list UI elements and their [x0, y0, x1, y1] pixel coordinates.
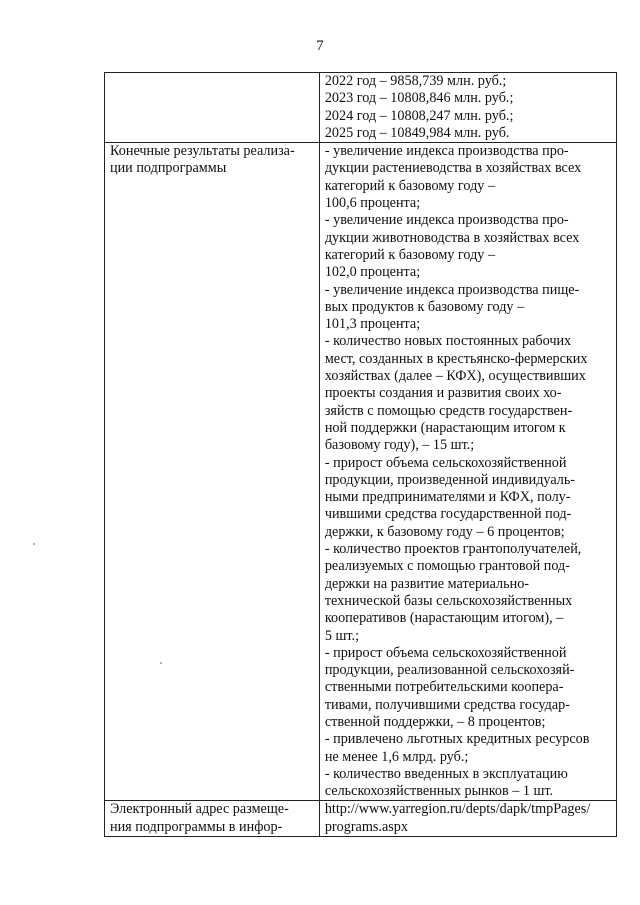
result-line: - прирост объема сельскохозяйственной: [324, 644, 567, 661]
row-label-final-results: [105, 143, 320, 801]
row-label-line: ции подпрограммы: [110, 160, 227, 177]
result-line: хозяйствах (далее – КФХ), осуществивших: [324, 368, 586, 385]
result-line: категорий к базовому году –: [324, 246, 496, 263]
result-line: тивами, получившими средства государ-: [324, 696, 570, 713]
result-line: - увеличение индекса производства про-: [324, 143, 569, 160]
scan-speck: [160, 662, 162, 664]
result-line: дукции животноводства в хозяйствах всех: [324, 229, 580, 246]
result-line: 5 шт.;: [324, 627, 360, 644]
table-row-final-results: [105, 143, 617, 801]
result-line: кооперативов (нарастающим итогом), –: [324, 610, 564, 627]
final-results-cell: [319, 143, 616, 801]
result-line: 101,3 процента;: [324, 316, 421, 333]
result-line: - привлечено льготных кредитных ресурсов: [324, 731, 590, 748]
result-line: ными предпринимателями и КФХ, полу-: [324, 489, 571, 506]
row-label-line: Конечные результаты реализа-: [110, 143, 295, 160]
result-line: вых продуктов к базовому году –: [324, 298, 525, 315]
result-line: держки на развитие материально-: [324, 575, 530, 592]
program-url-line: programs.aspx: [324, 818, 408, 835]
result-line: технической базы сельскохозяйственных: [324, 592, 573, 609]
result-line: зяйств с помощью средств государствен-: [324, 402, 573, 419]
funding-line: 2024 год – 10808,247 млн. руб.;: [324, 107, 514, 124]
result-line: чившими средства государственной под-: [324, 506, 572, 523]
electronic-address-cell: [319, 801, 616, 837]
result-line: - количество введенных в эксплуатацию: [324, 765, 568, 782]
table-row-electronic-address: [105, 801, 617, 837]
program-url-line: http://www.yarregion.ru/depts/dapk/tmpPages/: [324, 801, 591, 818]
row-label-line: Электронный адрес размеще-: [110, 801, 289, 818]
row-label-empty: [105, 73, 320, 143]
result-line: категорий к базовому году –: [324, 177, 496, 194]
result-line: не менее 1,6 млрд. руб.;: [324, 748, 469, 765]
result-line: дукции растениеводства в хозяйствах всех: [324, 160, 582, 177]
result-line: ственными потребительскими коопера-: [324, 679, 564, 696]
result-line: ственной поддержки, – 8 процентов;: [324, 713, 546, 730]
funding-line: 2022 год – 9858,739 млн. руб.;: [324, 73, 507, 89]
funding-by-year-cell: [319, 73, 616, 143]
table-row-funding-by-year: [105, 73, 617, 143]
scan-speck: [33, 543, 35, 545]
row-label-electronic-address: [105, 801, 320, 837]
page-number: 7: [316, 38, 324, 54]
result-line: - прирост объема сельскохозяйственной: [324, 454, 567, 471]
result-line: 102,0 процента;: [324, 264, 421, 281]
funding-line: 2025 год – 10849,984 млн. руб.: [324, 124, 510, 141]
result-line: сельскохозяйственных рынков – 1 шт.: [324, 783, 554, 800]
result-line: базовому году), – 15 шт.;: [324, 437, 475, 454]
result-line: продукции, произведенной индивидуаль-: [324, 471, 576, 488]
result-line: ной поддержки (нарастающим итогом к: [324, 419, 566, 436]
funding-line: 2023 год – 10808,846 млн. руб.;: [324, 90, 514, 107]
program-passport-table: [104, 72, 617, 837]
result-line: продукции, реализованной сельскохозяй-: [324, 662, 575, 679]
result-line: - увеличение индекса производства про-: [324, 212, 569, 229]
result-line: - количество проектов грантополучателей,: [324, 541, 582, 558]
result-line: проекты создания и развития своих хо-: [324, 385, 562, 402]
result-line: мест, созданных в крестьянско-фермерских: [324, 350, 588, 367]
result-line: реализуемых с помощью грантовой под-: [324, 558, 570, 575]
row-label-line: ния подпрограммы в инфор-: [110, 818, 283, 835]
result-line: 100,6 процента;: [324, 195, 421, 212]
result-line: держки, к базовому году – 6 процентов;: [324, 523, 565, 540]
result-line: - увеличение индекса производства пище-: [324, 281, 580, 298]
result-line: - количество новых постоянных рабочих: [324, 333, 572, 350]
